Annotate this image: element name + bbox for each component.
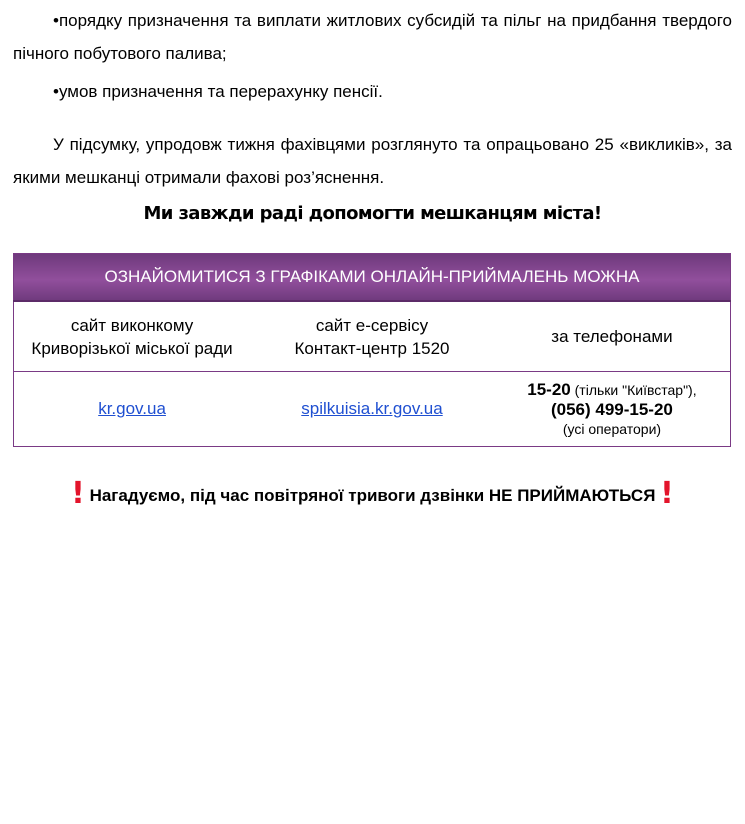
cell-eservice-link: [250, 372, 494, 447]
reminder-text: Нагадуємо, під час повітряної тривоги дзвінки НЕ ПРИЙМАЮТЬСЯ: [89, 486, 656, 505]
table-header: ОЗНАЙОМИТИСЯ З ГРАФІКАМИ ОНЛАЙН-ПРИЙМАЛЕНЬ МОЖНА: [14, 254, 731, 302]
city-council-link[interactable]: kr.gov.ua: [98, 399, 166, 418]
label-eservice-site: [250, 301, 494, 372]
bullet-pension: •умов призначення та перерахунку пенсії.: [53, 82, 383, 101]
phone-long-note: (усі оператори): [562, 420, 662, 437]
cell-city-council-link: [14, 372, 251, 447]
callout-heading: Ми завжди раді допомогти мешканцям міста!: [143, 203, 602, 224]
exclamation-icon: !: [660, 476, 674, 511]
exclamation-icon: !: [71, 476, 85, 511]
phone-short-note: (тільки "Київстар"),: [570, 381, 697, 398]
bullet-subsidies: •порядку призначення та виплати житлових субсидій та пільг на придбання твердого пічного побутового палива;: [13, 11, 732, 63]
phone-long-number: (056) 499-15-20: [550, 399, 673, 419]
consultation-schedule-table: [13, 253, 731, 447]
label-phones: за телефонами: [494, 301, 731, 372]
label-city-council-site: [14, 301, 251, 372]
eservice-link[interactable]: spilkuisia.kr.gov.ua: [301, 399, 443, 418]
label-eservice-line1: сайт е-сервісу: [315, 315, 429, 335]
cell-phone-numbers: [494, 372, 731, 447]
summary-paragraph: У підсумку, упродовж тижня фахівцями розглянуто та опрацьовано 25 «викликів», за якими мешканці отримали фахові роз’яснення.: [13, 135, 732, 187]
air-raid-reminder: [0, 476, 745, 511]
label-eservice-line2: Контакт-центр 1520: [294, 338, 450, 358]
label-city-council-line1: сайт виконкому: [70, 315, 194, 335]
phone-short-number: 15-20: [527, 379, 571, 399]
label-city-council-line2: Криворізької міської ради: [31, 338, 233, 358]
